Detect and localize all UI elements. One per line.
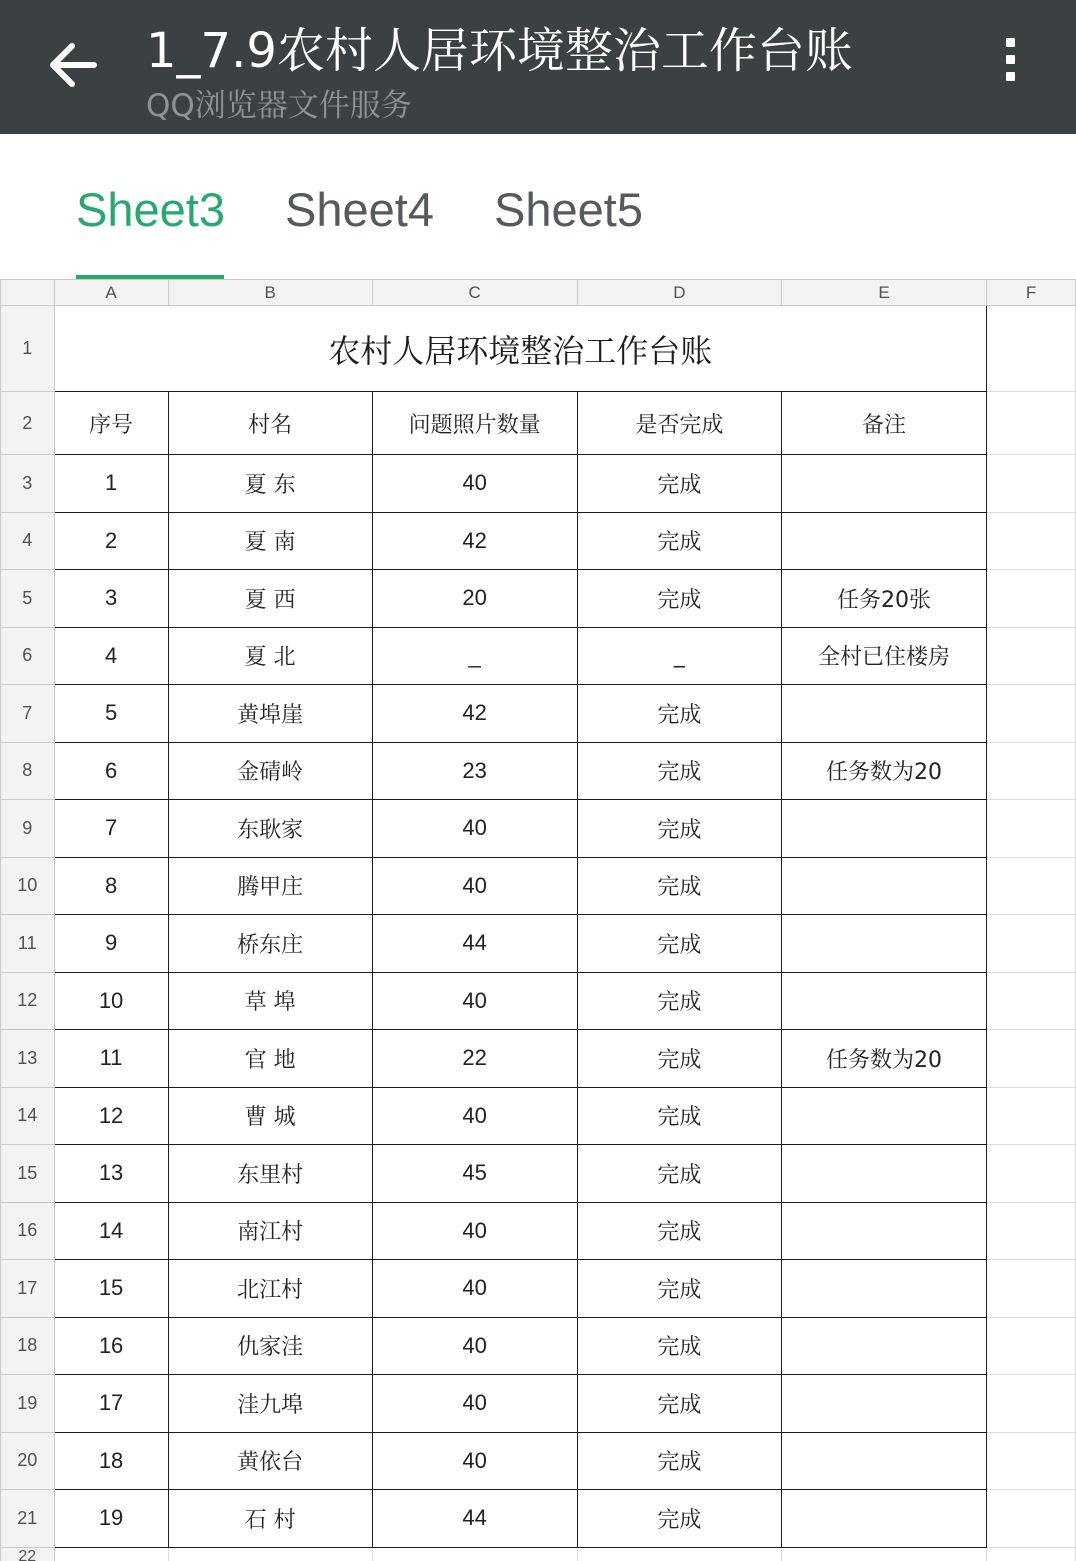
row-header[interactable]: 9 xyxy=(1,800,55,858)
sheet-title-cell[interactable]: 农村人居环境整治工作台账 xyxy=(54,306,986,392)
empty-cell[interactable] xyxy=(987,1432,1076,1490)
empty-cell[interactable] xyxy=(987,1145,1076,1203)
table-row xyxy=(1,455,1076,513)
tab-sheet3[interactable] xyxy=(76,182,224,280)
seq-cell[interactable]: 5 xyxy=(54,685,168,743)
sheet-table xyxy=(0,279,1076,1561)
table-row xyxy=(1,857,1076,915)
empty-cell[interactable] xyxy=(987,306,1076,392)
village-cell[interactable]: 洼九埠 xyxy=(168,1375,372,1433)
empty-cell[interactable] xyxy=(987,1490,1076,1548)
photo-count-cell[interactable]: 44 xyxy=(372,1490,577,1548)
empty-cell[interactable] xyxy=(987,742,1076,800)
seq-cell[interactable]: 16 xyxy=(54,1317,168,1375)
row-header[interactable]: 3 xyxy=(1,455,55,513)
photo-count-cell[interactable]: 40 xyxy=(372,1202,577,1260)
remark-cell[interactable]: 任务20张 xyxy=(782,570,987,628)
row-header[interactable]: 18 xyxy=(1,1317,55,1375)
photo-count-cell[interactable]: 40 xyxy=(372,1260,577,1318)
table-row xyxy=(1,972,1076,1030)
row-header[interactable]: 21 xyxy=(1,1490,55,1548)
row-header[interactable]: 19 xyxy=(1,1375,55,1433)
column-header-row xyxy=(1,280,1076,306)
column-header[interactable]: E xyxy=(782,280,987,306)
table-row xyxy=(1,1317,1076,1375)
table-row xyxy=(1,1030,1076,1088)
status-cell[interactable]: 完成 xyxy=(577,1375,781,1433)
empty-cell[interactable] xyxy=(987,627,1076,685)
column-header[interactable]: F xyxy=(987,280,1076,306)
row-header[interactable]: 17 xyxy=(1,1260,55,1318)
empty-cell[interactable] xyxy=(54,1547,168,1561)
row-header[interactable]: 14 xyxy=(1,1087,55,1145)
empty-cell[interactable] xyxy=(987,1260,1076,1318)
empty-cell[interactable] xyxy=(987,455,1076,513)
photo-count-cell[interactable]: 20 xyxy=(372,570,577,628)
status-cell[interactable]: 完成 xyxy=(577,1145,781,1203)
row-header[interactable]: 11 xyxy=(1,915,55,973)
empty-cell[interactable] xyxy=(782,1547,987,1561)
table-row xyxy=(1,1432,1076,1490)
status-cell[interactable]: 完成 xyxy=(577,1202,781,1260)
empty-cell[interactable] xyxy=(577,1547,781,1561)
village-cell[interactable]: 东里村 xyxy=(168,1145,372,1203)
remark-cell[interactable]: 任务数为20 xyxy=(782,1030,987,1088)
row-header[interactable]: 16 xyxy=(1,1202,55,1260)
row-header[interactable]: 15 xyxy=(1,1145,55,1203)
row-header[interactable]: 8 xyxy=(1,742,55,800)
table-row xyxy=(1,742,1076,800)
photo-count-cell[interactable]: _ xyxy=(372,627,577,685)
status-cell[interactable]: 完成 xyxy=(577,800,781,858)
column-header[interactable]: B xyxy=(168,280,372,306)
app-toolbar xyxy=(0,0,1076,134)
tab-label: Sheet5 xyxy=(494,183,643,236)
empty-cell[interactable] xyxy=(987,512,1076,570)
title-row xyxy=(1,306,1076,392)
empty-cell[interactable] xyxy=(987,915,1076,973)
empty-cell[interactable] xyxy=(987,1317,1076,1375)
header-cell[interactable]: 村名 xyxy=(168,392,372,455)
table-row xyxy=(1,1547,1076,1561)
arrow-left-icon xyxy=(42,34,104,96)
photo-count-cell[interactable]: 40 xyxy=(372,1432,577,1490)
table-row xyxy=(1,570,1076,628)
remark-cell[interactable] xyxy=(782,915,987,973)
remark-cell[interactable] xyxy=(782,1490,987,1548)
empty-cell[interactable] xyxy=(987,570,1076,628)
header-cell[interactable]: 序号 xyxy=(54,392,168,455)
remark-cell[interactable] xyxy=(782,1260,987,1318)
village-cell[interactable]: 曹 城 xyxy=(168,1087,372,1145)
village-cell[interactable]: 黄埠崖 xyxy=(168,685,372,743)
empty-cell[interactable] xyxy=(987,1375,1076,1433)
village-cell[interactable]: 桥东庄 xyxy=(168,915,372,973)
table-row xyxy=(1,1202,1076,1260)
seq-cell[interactable]: 2 xyxy=(54,512,168,570)
remark-cell[interactable] xyxy=(782,1087,987,1145)
village-cell[interactable]: 石 村 xyxy=(168,1490,372,1548)
photo-count-cell[interactable]: 45 xyxy=(372,1145,577,1203)
row-header[interactable]: 2 xyxy=(1,392,55,455)
status-cell[interactable]: 完成 xyxy=(577,1087,781,1145)
empty-cell[interactable] xyxy=(987,392,1076,455)
row-header[interactable]: 7 xyxy=(1,685,55,743)
header-cell[interactable]: 问题照片数量 xyxy=(372,392,577,455)
header-cell[interactable]: 是否完成 xyxy=(577,392,781,455)
seq-cell[interactable]: 1 xyxy=(54,455,168,513)
empty-cell[interactable] xyxy=(168,1547,372,1561)
row-header[interactable]: 22 xyxy=(1,1547,55,1561)
column-header[interactable]: C xyxy=(372,280,577,306)
table-row xyxy=(1,1087,1076,1145)
table-row xyxy=(1,512,1076,570)
photo-count-cell[interactable]: 22 xyxy=(372,1030,577,1088)
table-row xyxy=(1,1490,1076,1548)
remark-cell[interactable] xyxy=(782,1375,987,1433)
village-cell[interactable]: 东耿家 xyxy=(168,800,372,858)
row-header[interactable]: 1 xyxy=(1,306,55,392)
seq-cell[interactable]: 4 xyxy=(54,627,168,685)
empty-cell[interactable] xyxy=(987,1547,1076,1561)
seq-cell[interactable]: 11 xyxy=(54,1030,168,1088)
village-cell[interactable]: 草 埠 xyxy=(168,972,372,1030)
status-cell[interactable]: 完成 xyxy=(577,512,781,570)
seq-cell[interactable]: 3 xyxy=(54,570,168,628)
table-row xyxy=(1,800,1076,858)
village-cell[interactable]: 仇家洼 xyxy=(168,1317,372,1375)
status-cell[interactable]: 完成 xyxy=(577,570,781,628)
remark-cell[interactable] xyxy=(782,1317,987,1375)
back-button[interactable] xyxy=(42,34,104,96)
remark-cell[interactable] xyxy=(782,512,987,570)
remark-cell[interactable] xyxy=(782,857,987,915)
photo-count-cell[interactable]: 40 xyxy=(372,1087,577,1145)
seq-cell[interactable]: 7 xyxy=(54,800,168,858)
photo-count-cell[interactable]: 42 xyxy=(372,685,577,743)
village-cell[interactable]: 腾甲庄 xyxy=(168,857,372,915)
remark-cell[interactable] xyxy=(782,1202,987,1260)
village-cell[interactable]: 夏 北 xyxy=(168,627,372,685)
status-cell[interactable]: _ xyxy=(577,627,781,685)
document-title: 1_7.9农村人居环境整治工作台账 xyxy=(146,23,853,79)
empty-cell[interactable] xyxy=(987,857,1076,915)
row-header[interactable]: 6 xyxy=(1,627,55,685)
photo-count-cell[interactable]: 40 xyxy=(372,972,577,1030)
village-cell[interactable]: 官 地 xyxy=(168,1030,372,1088)
select-all-corner[interactable] xyxy=(1,280,55,306)
table-row xyxy=(1,915,1076,973)
seq-cell[interactable]: 12 xyxy=(54,1087,168,1145)
status-cell[interactable]: 完成 xyxy=(577,1030,781,1088)
village-cell[interactable]: 夏 西 xyxy=(168,570,372,628)
table-row xyxy=(1,685,1076,743)
remark-cell[interactable] xyxy=(782,1432,987,1490)
row-header[interactable]: 13 xyxy=(1,1030,55,1088)
status-cell[interactable]: 完成 xyxy=(577,1432,781,1490)
seq-cell[interactable]: 19 xyxy=(54,1490,168,1548)
remark-cell[interactable] xyxy=(782,455,987,513)
tab-sheet5[interactable] xyxy=(494,182,642,280)
remark-cell[interactable]: 任务数为20 xyxy=(782,742,987,800)
empty-cell[interactable] xyxy=(987,1030,1076,1088)
photo-count-cell[interactable]: 40 xyxy=(372,1375,577,1433)
empty-cell[interactable] xyxy=(987,1202,1076,1260)
photo-count-cell[interactable]: 40 xyxy=(372,455,577,513)
photo-count-cell[interactable]: 40 xyxy=(372,1317,577,1375)
more-vertical-icon xyxy=(990,38,1030,81)
table-row xyxy=(1,1260,1076,1318)
table-row xyxy=(1,1375,1076,1433)
empty-cell[interactable] xyxy=(987,685,1076,743)
remark-cell[interactable] xyxy=(782,1145,987,1203)
remark-cell[interactable] xyxy=(782,685,987,743)
photo-count-cell[interactable]: 40 xyxy=(372,857,577,915)
tab-label: Sheet4 xyxy=(285,183,434,236)
more-options-button[interactable] xyxy=(990,32,1030,94)
row-header[interactable]: 12 xyxy=(1,972,55,1030)
table-row xyxy=(1,627,1076,685)
tab-label: Sheet3 xyxy=(76,183,225,236)
photo-count-cell[interactable]: 44 xyxy=(372,915,577,973)
photo-count-cell[interactable]: 23 xyxy=(372,742,577,800)
seq-cell[interactable]: 13 xyxy=(54,1145,168,1203)
row-header[interactable]: 10 xyxy=(1,857,55,915)
seq-cell[interactable]: 8 xyxy=(54,857,168,915)
table-row xyxy=(1,1145,1076,1203)
header-row xyxy=(1,392,1076,455)
seq-cell[interactable]: 18 xyxy=(54,1432,168,1490)
document-subtitle: QQ浏览器文件服务 xyxy=(146,88,412,124)
village-cell[interactable]: 金碃岭 xyxy=(168,742,372,800)
row-header[interactable]: 5 xyxy=(1,570,55,628)
seq-cell[interactable]: 10 xyxy=(54,972,168,1030)
village-cell[interactable]: 南江村 xyxy=(168,1202,372,1260)
spreadsheet-grid[interactable] xyxy=(0,279,1076,1561)
column-header[interactable]: D xyxy=(577,280,781,306)
seq-cell[interactable]: 9 xyxy=(54,915,168,973)
row-header[interactable]: 20 xyxy=(1,1432,55,1490)
seq-cell[interactable]: 14 xyxy=(54,1202,168,1260)
seq-cell[interactable]: 17 xyxy=(54,1375,168,1433)
tab-sheet4[interactable] xyxy=(285,182,433,280)
status-cell[interactable]: 完成 xyxy=(577,972,781,1030)
empty-cell[interactable] xyxy=(987,1087,1076,1145)
empty-cell[interactable] xyxy=(372,1547,577,1561)
empty-cell[interactable] xyxy=(987,800,1076,858)
remark-cell[interactable]: 全村已住楼房 xyxy=(782,627,987,685)
photo-count-cell[interactable]: 42 xyxy=(372,512,577,570)
village-cell[interactable]: 夏 南 xyxy=(168,512,372,570)
status-cell[interactable]: 完成 xyxy=(577,857,781,915)
remark-cell[interactable] xyxy=(782,972,987,1030)
seq-cell[interactable]: 15 xyxy=(54,1260,168,1318)
village-cell[interactable]: 北江村 xyxy=(168,1260,372,1318)
status-cell[interactable]: 完成 xyxy=(577,455,781,513)
status-cell[interactable]: 完成 xyxy=(577,915,781,973)
header-cell[interactable]: 备注 xyxy=(782,392,987,455)
column-header[interactable]: A xyxy=(54,280,168,306)
seq-cell[interactable]: 6 xyxy=(54,742,168,800)
photo-count-cell[interactable]: 40 xyxy=(372,800,577,858)
village-cell[interactable]: 黄依台 xyxy=(168,1432,372,1490)
empty-cell[interactable] xyxy=(987,972,1076,1030)
status-cell[interactable]: 完成 xyxy=(577,1317,781,1375)
status-cell[interactable]: 完成 xyxy=(577,1490,781,1548)
status-cell[interactable]: 完成 xyxy=(577,1260,781,1318)
remark-cell[interactable] xyxy=(782,800,987,858)
sheet-tabs xyxy=(0,134,1076,280)
status-cell[interactable]: 完成 xyxy=(577,742,781,800)
village-cell[interactable]: 夏 东 xyxy=(168,455,372,513)
status-cell[interactable]: 完成 xyxy=(577,685,781,743)
row-header[interactable]: 4 xyxy=(1,512,55,570)
